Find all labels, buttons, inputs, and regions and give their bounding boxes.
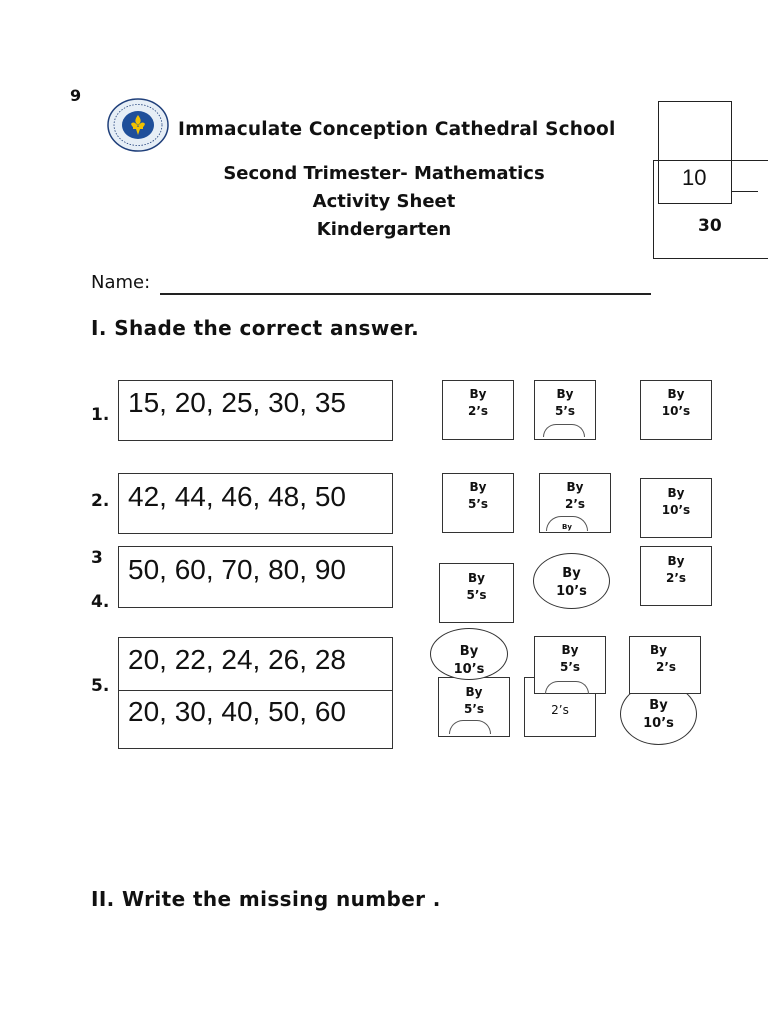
name-label: Name: (91, 272, 151, 293)
option-label-count: 2’s (467, 404, 489, 418)
option-label-count: 2’s (551, 703, 569, 717)
shading-arc (543, 424, 585, 437)
name-input-line[interactable] (160, 293, 651, 295)
q4-option-by-10s[interactable] (533, 553, 610, 609)
q5a-option-by-2s[interactable] (629, 636, 701, 694)
option-label-count: 10’s (661, 404, 691, 418)
question-5-sequence-box (118, 637, 393, 749)
question-4-number: 4. (91, 592, 110, 612)
section-1-title: I. Shade the correct answer. (91, 316, 420, 340)
q1-option-by-10s[interactable] (640, 380, 712, 440)
school-logo (107, 98, 169, 152)
option-label-count: 2’s (665, 571, 687, 585)
question-3-number: 3 (91, 548, 103, 568)
question-4-sequence-box (118, 546, 393, 608)
option-label-by: By (561, 643, 579, 657)
score-value: 10 (682, 165, 707, 190)
shading-arc (545, 681, 589, 694)
option-label-by: By (667, 486, 685, 500)
sequence-divider (119, 690, 392, 691)
question-1-number: 1. (91, 405, 110, 425)
section-2-title: II. Write the missing number . (91, 887, 441, 911)
option-label-by: By (667, 554, 685, 568)
question-2-number: 2. (91, 491, 110, 511)
q4-option-by-5s[interactable] (439, 563, 514, 623)
option-label-by: By (468, 571, 485, 585)
option-label-count: 5’s (559, 660, 581, 674)
option-label-count: 5’s (463, 702, 485, 716)
q5b-option-by-5s[interactable] (438, 677, 510, 737)
q2-option-by-2s[interactable] (539, 473, 611, 533)
question-5-sequence-a: 20, 22, 24, 26, 28 (128, 644, 346, 675)
q2-option-by-10s[interactable] (640, 478, 712, 538)
option-label-count: 2’s (564, 497, 586, 511)
question-5-number: 5. (91, 676, 110, 696)
school-name: Immaculate Conception Cathedral School (178, 119, 616, 140)
option-label-count: 5’s (466, 588, 487, 602)
option-label-by: By (650, 643, 667, 657)
question-1-sequence: 15, 20, 25, 30, 35 (128, 387, 346, 418)
q4-option-by-2s[interactable] (640, 546, 712, 606)
option-label-by: By (556, 387, 574, 401)
q1-option-by-2s[interactable] (442, 380, 514, 440)
option-label-by: By (469, 480, 487, 494)
question-4-sequence: 50, 60, 70, 80, 90 (128, 554, 346, 585)
option-label-by: By (649, 698, 668, 713)
option-label-by: By (459, 644, 479, 659)
option-label-by: By (566, 480, 584, 494)
option-label-count: 10’s (453, 662, 485, 677)
option-label-by: By (562, 566, 581, 581)
option-label-count: 5’s (554, 404, 576, 418)
option-label-by: By (667, 387, 685, 401)
q5a-option-by-5s[interactable] (534, 636, 606, 694)
question-2-sequence: 42, 44, 46, 48, 50 (128, 481, 346, 512)
arc-fragment-label: By (562, 523, 572, 531)
option-label-count: 2’s (656, 660, 677, 674)
question-5-sequence-b: 20, 30, 40, 50, 60 (128, 696, 346, 727)
option-label-by: By (465, 685, 483, 699)
option-label-count: 10’s (643, 716, 674, 731)
question-2-sequence-box (118, 473, 393, 534)
question-1-sequence-box (118, 380, 393, 441)
shading-arc (449, 720, 491, 734)
grade-level: Kindergarten (316, 219, 452, 240)
corner-mark: 9 (70, 86, 82, 105)
option-label-by: By (469, 387, 487, 401)
q5a-option-by-10s[interactable] (430, 628, 508, 680)
q2-option-by-5s[interactable] (442, 473, 514, 533)
score-divider (732, 191, 758, 192)
score-total: 30 (698, 216, 722, 236)
option-label-count: 10’s (661, 503, 691, 517)
subject-title: Second Trimester- Mathematics (223, 163, 545, 184)
option-label-count: 10’s (556, 584, 587, 599)
sheet-title: Activity Sheet (312, 191, 456, 212)
q1-option-by-5s[interactable] (534, 380, 596, 440)
option-label-count: 5’s (467, 497, 489, 511)
